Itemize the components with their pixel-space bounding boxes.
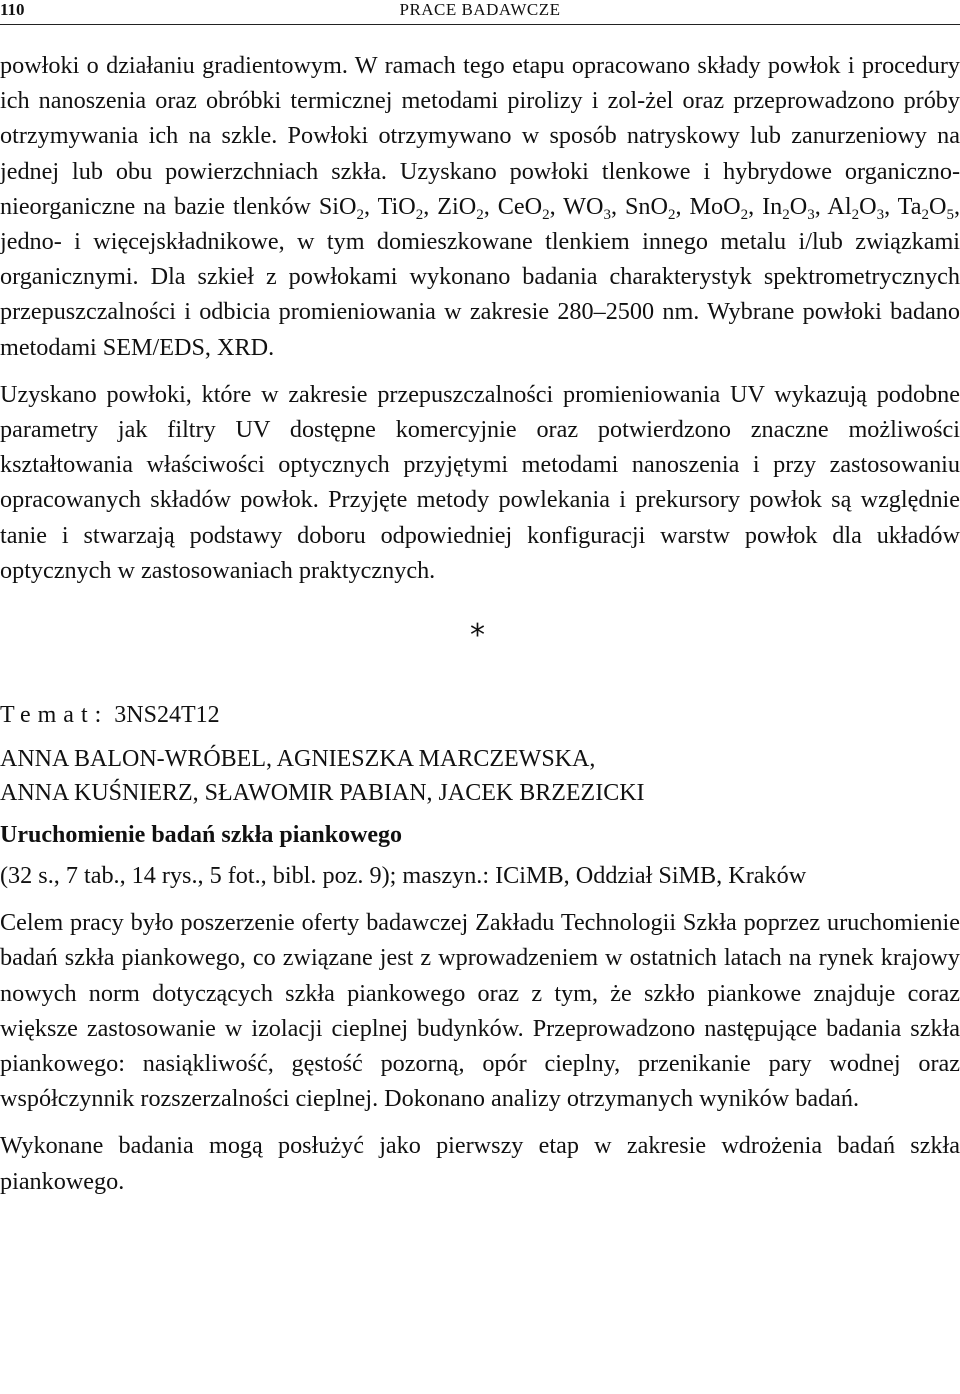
report-metadata: (32 s., 7 tab., 14 rys., 5 fot., bibl. poz. 9); maszyn.: ICiMB, Oddział SiMB, Kraków [0, 862, 807, 890]
header-rule [0, 24, 960, 25]
paragraph-conclusion: Wykonane badania mogą posłużyć jako pierwszy etap w zakresie wdrożenia badań szkła piankowego. [0, 1132, 960, 1195]
formula: TiO$_2$ [377, 192, 424, 223]
topic-label: Temat: [0, 702, 109, 729]
formula: MoO$_2$ [689, 192, 749, 223]
page-number: 110 [0, 0, 25, 19]
topic-line [0, 698, 960, 732]
topic-code: 3NS24T12 [114, 702, 220, 729]
report-title: Uruchomienie badań szkła piankowego [0, 822, 403, 849]
formula: SiO$_2$ [318, 192, 364, 223]
authors [0, 742, 960, 810]
formula: $In_2O_3$ [762, 192, 815, 223]
asterisk: * [470, 618, 485, 654]
formula: $WO_3$ [563, 192, 611, 223]
authors-line: ANNA KUŚNIERZ, SŁAWOMIR PABIAN, JACEK BRZEZICKI [0, 780, 645, 807]
paragraph-text: powłoki o działaniu gradientowym. W ramach tego etapu opracowano składy powłok i procedury ich nanoszenia oraz obróbki termicznej metodami pirolizy i zol-żel oraz przeprowadzono próby otrzymywania ich na szkle. Powłoki otrzymywano w sposób natryskowy lub zanurzeniowy na jednej lub obu powierzchniach szkła. Uzyskano powłoki tlenkowe i hybrydowe organiczno-nieorganiczne na bazie tlenków [0, 52, 960, 220]
section-separator [0, 588, 960, 698]
paragraph-text: , jedno- i więcejskładnikowe, w tym domieszkowane tlenkiem innego metalu i/lub związkami organicznymi. Dla szkieł z powłokami wykonano badania charakterystyk spektrometrycznych przepuszczalności i odbicia promieniowania w zakresie 280–2500 nm. Wybrane powłoki badano metodami SEM/EDS, XRD. [0, 192, 960, 361]
formula: ZiO$_2$ [437, 192, 484, 223]
paragraph-coatings-methods: powłoki o działaniu gradientowym. W ramach tego etapu opracowano składy powłok i procedury ich nanoszenia oraz obróbki termicznej metodami pirolizy i zol-żel oraz przeprowadzono próby otrzymywania ich na szkle. Powłoki otrzymywano w sposób natryskowy lub zanurzeniowy na jednej lub obu powierzchniach szkła. Uzyskano powłoki tlenkowe i hybrydowe organiczno-nieorganiczne na bazie tlenków SiO$_2$, TiO$_2$, ZiO$_2$, CeO$_2$, $WO_3$, SnO$_2$, MoO$_2$, $In_2O_3$, $Al_2O_3$, $Ta_2O_5$, jedno- i więcejskładnikowe, w tym domieszkowane tlenkiem innego metalu i/lub związkami organicznymi. Dla szkieł z powłokami wykonano badania charakterystyk spektrometrycznych przepuszczalności i odbicia promieniowania w zakresie 280–2500 nm. Wybrane powłoki badano metodami SEM/EDS, XRD. [0, 52, 960, 361]
journal-title: PRACE BADAWCZE [399, 0, 561, 19]
formula: CeO$_2$ [497, 192, 550, 223]
formula: $Ta_2O_5$ [897, 192, 954, 223]
authors-line: ANNA BALON-WRÓBEL, AGNIESZKA MARCZEWSKA, [0, 746, 596, 773]
paragraph-aim: Celem pracy było poszerzenie oferty badawczej Zakładu Technologii Szkła poprzez uruchomienie badań szkła piankowego, co związane jest z wprowadzeniem w ostatnich latach na rynek krajowy nowych norm dotyczących szkła piankowego oraz z tym, że szkło piankowe znajduje coraz większe zastosowanie w izolacji cieplnej budynków. Przeprowadzono następujące badania szkła piankowego: nasiąkliwość, gęstość pozorną, opór cieplny, przenikanie pary wodnej oraz współczynnik rozszerzalności cieplnej. Dokonano analizy otrzymanych wyników badań. [0, 909, 960, 1113]
formula: SnO$_2$ [624, 192, 676, 223]
page-header [0, 0, 960, 26]
formula: $Al_2O_3$ [827, 192, 885, 223]
paragraph-results: Uzyskano powłoki, które w zakresie przepuszczalności promieniowania UV wykazują podobne parametry jak filtry UV dostępne komercyjnie oraz potwierdzono znaczne możliwości kształtowania właściwości optycznych przyjętymi metodami nanoszenia i przy zastosowaniu opracowanych składów powłok. Przyjęte metody powlekania i prekursory powłok są względnie tanie i stwarzają podstawy doboru odpowiedniej konfiguracji warstw powłok dla układów optycznych w zastosowaniach praktycznych. [0, 380, 960, 584]
page-content [0, 48, 960, 1199]
